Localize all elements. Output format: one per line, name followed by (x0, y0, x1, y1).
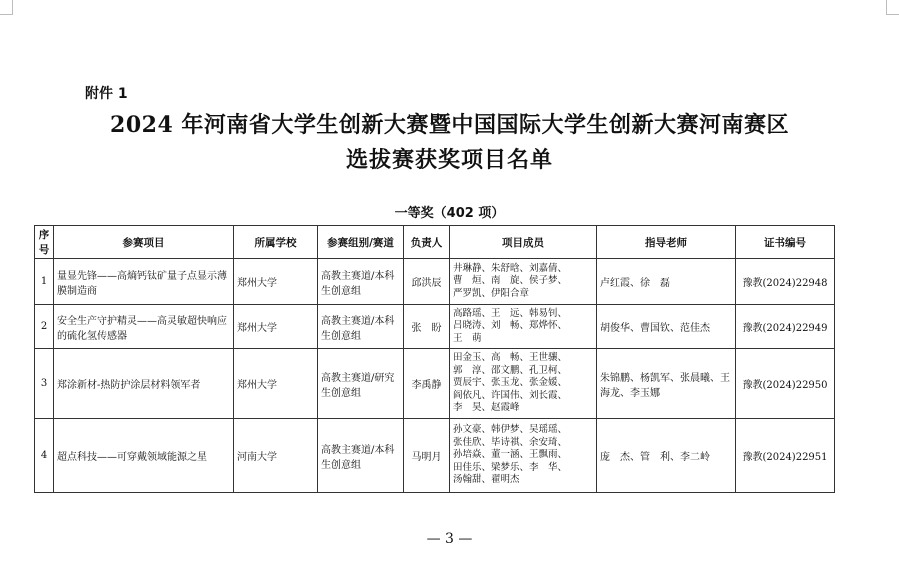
track-name: 高教主赛道/研究生创意组 (318, 349, 404, 419)
attachment-label: 附件 1 (85, 86, 128, 102)
certificate-number: 豫教(2024)22949 (736, 305, 835, 349)
row-number: 3 (35, 349, 54, 419)
page-number: — 3 — (426, 531, 473, 547)
certificate-number: 豫教(2024)22950 (736, 349, 835, 419)
track-name: 高教主赛道/本科生创意组 (318, 259, 404, 305)
leader-name: 李禹静 (404, 349, 450, 419)
member-list: 田金玉、高 畅、王世骧、 郭 淳、邵文鹏、孔卫柯、 贾辰宇、张玉龙、张金媛、 阎依凡、许国伟、刘长霞、 李 昊、赵霞峰 (450, 349, 597, 419)
crop-mark-left (0, 0, 13, 15)
header-school: 所属学校 (234, 226, 318, 259)
table-row (35, 305, 835, 349)
member-list: 井琳静、朱舒晗、刘嘉倩、 曹 烜、南 旋、侯子梦、 严罗凯、伊阳合章 (450, 259, 597, 305)
school-name: 郑州大学 (234, 349, 318, 419)
certificate-number: 豫教(2024)22951 (736, 419, 835, 493)
award-table (34, 225, 835, 493)
header-members: 项目成员 (450, 226, 597, 259)
project-name: 量显先锋——高熵钙钛矿量子点显示薄膜制造商 (54, 259, 234, 305)
advisor-list: 胡俊华、曹国钦、范佳杰 (597, 305, 736, 349)
table-row (35, 259, 835, 305)
track-name: 高教主赛道/本科生创意组 (318, 305, 404, 349)
document-title-line-2: 选拔赛获奖项目名单 (345, 147, 553, 173)
row-number: 1 (35, 259, 54, 305)
certificate-number: 豫教(2024)22948 (736, 259, 835, 305)
leader-name: 邱洪辰 (404, 259, 450, 305)
header-certificate: 证书编号 (736, 226, 835, 259)
advisor-list: 卢红霞、徐 磊 (597, 259, 736, 305)
award-level-heading: 一等奖（402 项） (394, 206, 505, 221)
school-name: 郑州大学 (234, 305, 318, 349)
crop-mark-right (886, 0, 899, 15)
school-name: 郑州大学 (234, 259, 318, 305)
table-header-row (35, 226, 835, 259)
header-advisors: 指导老师 (597, 226, 736, 259)
project-name: 超点科技——可穿戴领域能源之星 (54, 419, 234, 493)
document-title-line-1: 2024 年河南省大学生创新大赛暨中国国际大学生创新大赛河南赛区 (110, 112, 789, 138)
track-name: 高教主赛道/本科生创意组 (318, 419, 404, 493)
table-row (35, 419, 835, 493)
project-name: 郑涂新材-热防护涂层材料领军者 (54, 349, 234, 419)
header-track: 参赛组别/赛道 (318, 226, 404, 259)
header-leader: 负责人 (404, 226, 450, 259)
row-number: 2 (35, 305, 54, 349)
header-project: 参赛项目 (54, 226, 234, 259)
project-name: 安全生产守护精灵——高灵敏超快响应的硫化氢传感器 (54, 305, 234, 349)
leader-name: 马明月 (404, 419, 450, 493)
row-number: 4 (35, 419, 54, 493)
header-number: 序号 (35, 226, 54, 259)
school-name: 河南大学 (234, 419, 318, 493)
advisor-list: 庞 杰、管 利、李二岭 (597, 419, 736, 493)
member-list: 高路瑶、王 远、韩易钊、 吕晓涛、刘 畅、郑烨怀、 王 萌 (450, 305, 597, 349)
table-row (35, 349, 835, 419)
leader-name: 张 盼 (404, 305, 450, 349)
member-list: 孙文豪、韩伊梦、吴瑶瑶、 张佳欣、毕诗祺、余安琦、 孙培焱、董一涵、王飘雨、 田佳乐、梁梦乐、李 华、 汤翰甜、翟明杰 (450, 419, 597, 493)
advisor-list: 朱锦鹏、杨凯军、张晨曦、王海龙、李玉娜 (597, 349, 736, 419)
